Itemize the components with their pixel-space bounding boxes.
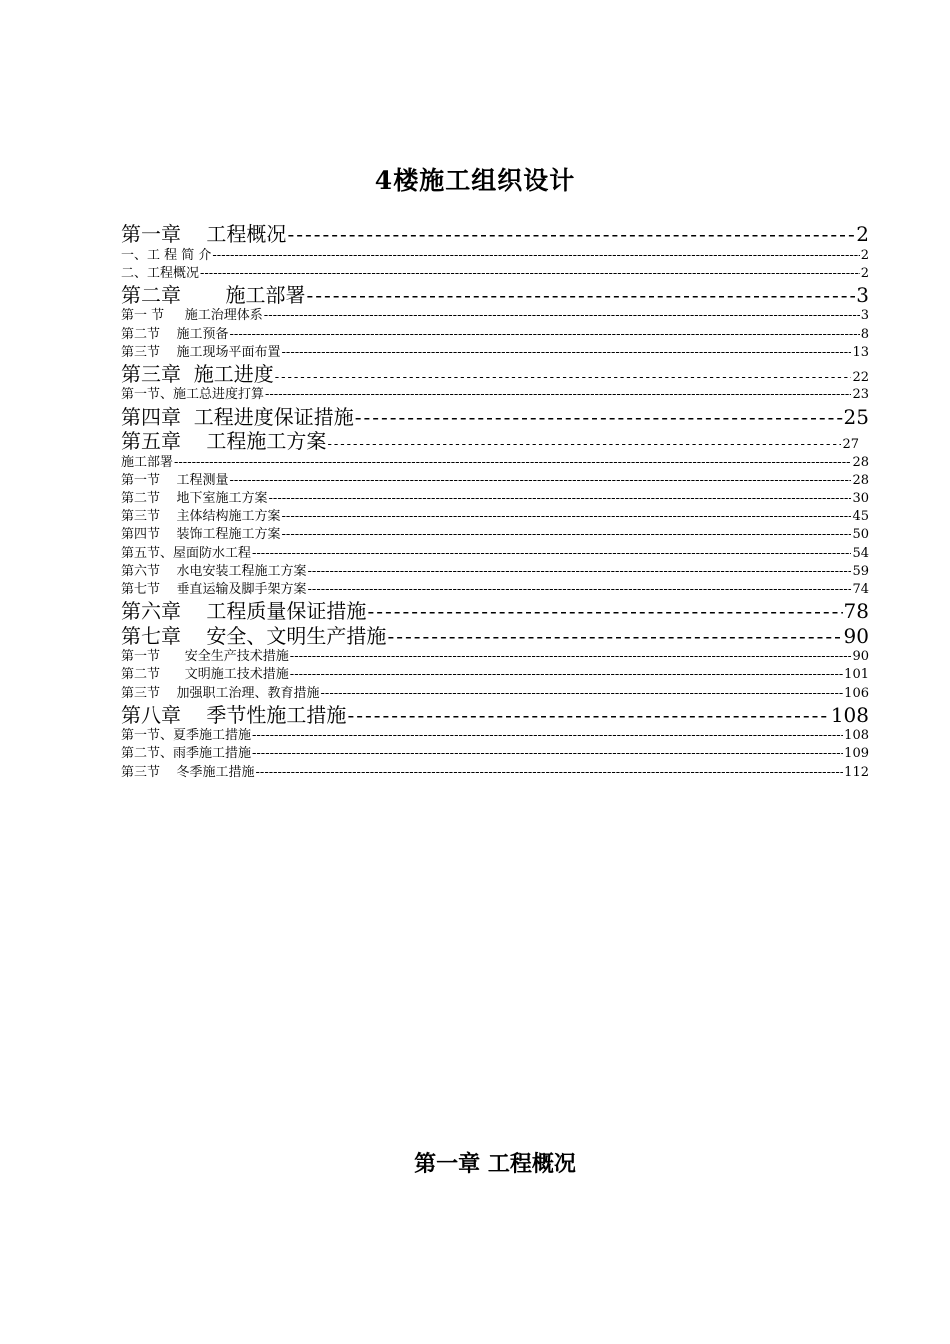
- toc-page-number: 30: [852, 491, 869, 506]
- toc-section-entry[interactable]: [121, 454, 869, 472]
- toc-dot-leader: [174, 454, 851, 472]
- toc-entry-label: 第三节 主体结构施工方案: [121, 509, 281, 525]
- toc-chapter-entry[interactable]: [121, 624, 869, 649]
- toc-chapter-entry[interactable]: [121, 222, 869, 247]
- toc-dot-leader: [264, 307, 860, 325]
- toc-dot-leader: [275, 366, 852, 387]
- toc-dot-leader: [265, 386, 851, 404]
- toc-page-number: 27: [842, 437, 859, 453]
- toc-dot-leader: [230, 326, 860, 344]
- toc-page-number: 74: [852, 581, 869, 597]
- toc-chapter-entry[interactable]: [121, 283, 869, 308]
- toc-entry-label: 第一节 工程测量: [121, 472, 229, 488]
- toc-chapter-entry[interactable]: [121, 362, 869, 387]
- toc-chapter-entry[interactable]: [121, 429, 869, 454]
- toc-entry-label: 第二章 施工部署: [121, 282, 306, 307]
- toc-dot-leader: [308, 581, 852, 599]
- toc-dot-leader: [347, 703, 829, 728]
- toc-entry-label: 二、工程概况: [121, 265, 200, 281]
- toc-section-entry[interactable]: [121, 545, 869, 563]
- table-of-contents: [121, 222, 869, 782]
- toc-dot-leader: [355, 405, 843, 430]
- chapter-heading: 第一章 工程概况: [414, 1151, 576, 1177]
- toc-section-entry[interactable]: [121, 563, 869, 581]
- toc-section-entry[interactable]: [121, 386, 869, 404]
- toc-dot-leader: [327, 433, 841, 454]
- toc-page-number: 109: [844, 746, 869, 762]
- toc-section-entry[interactable]: [121, 685, 869, 703]
- toc-page-number: 90: [843, 623, 869, 648]
- toc-chapter-entry[interactable]: [121, 405, 869, 430]
- toc-page-number: 28: [852, 454, 869, 470]
- toc-section-entry[interactable]: [121, 727, 869, 745]
- toc-page-number: 45: [852, 509, 869, 525]
- toc-entry-label: 第一节、施工总进度打算: [121, 387, 265, 403]
- toc-page-number: 13: [852, 344, 869, 360]
- toc-entry-label: 第一节 安全生产技术措施: [121, 649, 289, 665]
- toc-section-entry[interactable]: [121, 526, 869, 544]
- toc-dot-leader: [367, 599, 842, 624]
- toc-page-number: 54: [852, 545, 869, 561]
- toc-entry-label: 第二节 地下室施工方案: [121, 491, 268, 506]
- toc-entry-label: 第三章 施工进度: [121, 361, 274, 386]
- toc-dot-leader: [290, 648, 852, 666]
- toc-dot-leader: [230, 472, 852, 490]
- toc-dot-leader: [252, 745, 843, 763]
- toc-section-entry[interactable]: [121, 490, 869, 508]
- toc-section-entry[interactable]: [121, 247, 869, 265]
- toc-entry-label: 第二节 文明施工技术措施: [121, 667, 289, 683]
- toc-entry-label: 第一节、夏季施工措施: [121, 728, 252, 744]
- toc-entry-label: 第二节 施工预备: [121, 326, 229, 342]
- toc-entry-label: 一、工 程 简 介: [121, 247, 212, 263]
- toc-entry-label: 第三节 冬季施工措施: [121, 764, 255, 780]
- toc-page-number: 108: [844, 728, 869, 744]
- toc-chapter-entry[interactable]: [121, 599, 869, 624]
- toc-page-number: 25: [843, 404, 869, 429]
- toc-chapter-entry[interactable]: [121, 703, 869, 728]
- toc-dot-leader: [307, 283, 856, 308]
- toc-section-entry[interactable]: [121, 648, 869, 666]
- toc-page-number: 2: [860, 247, 869, 263]
- toc-section-entry[interactable]: [121, 472, 869, 490]
- toc-page-number: 50: [852, 527, 869, 543]
- toc-dot-leader: [387, 624, 842, 649]
- toc-page-number: 2: [856, 222, 869, 246]
- toc-entry-label: 第八章 季节性施工措施: [121, 702, 347, 727]
- toc-entry-label: 第二节、雨季施工措施: [121, 746, 252, 762]
- toc-section-entry[interactable]: [121, 307, 869, 325]
- toc-dot-leader: [282, 344, 852, 362]
- toc-page-number: 8: [860, 326, 869, 342]
- toc-page-number: 106: [844, 685, 869, 701]
- toc-dot-leader: [200, 265, 860, 283]
- toc-dot-leader: [212, 247, 859, 265]
- toc-entry-label: 第四章 工程进度保证措施: [121, 404, 354, 429]
- toc-page-number: 108: [830, 702, 869, 727]
- toc-section-entry[interactable]: [121, 508, 869, 526]
- document-title: 4楼施工组织设计: [374, 166, 576, 195]
- toc-page-number: 22: [852, 369, 869, 385]
- toc-page-number: 28: [852, 472, 869, 488]
- toc-dot-leader: [252, 545, 851, 563]
- toc-dot-leader: [282, 508, 852, 526]
- toc-dot-leader: [321, 685, 844, 703]
- toc-entry-label: 第四节 装饰工程施工方案: [121, 527, 281, 543]
- toc-section-entry[interactable]: [121, 344, 869, 362]
- toc-section-entry[interactable]: [121, 326, 869, 344]
- toc-dot-leader: [252, 727, 843, 745]
- toc-section-entry[interactable]: [121, 745, 869, 763]
- toc-page-number: 90: [852, 649, 869, 665]
- toc-page-number: 112: [844, 764, 869, 780]
- toc-section-entry[interactable]: [121, 764, 869, 782]
- toc-section-entry[interactable]: [121, 581, 869, 599]
- toc-section-entry[interactable]: [121, 265, 869, 283]
- toc-dot-leader: [290, 666, 843, 684]
- toc-entry-label: 施工部署: [121, 454, 174, 470]
- toc-entry-label: 第三节 加强职工治理、教育措施: [121, 685, 320, 701]
- toc-entry-label: 第六章 工程质量保证措施: [121, 599, 367, 624]
- toc-page-number: 3: [860, 308, 869, 324]
- toc-page-number: 23: [852, 387, 869, 403]
- toc-dot-leader: [308, 563, 852, 581]
- toc-entry-label: 第三节 施工现场平面布置: [121, 344, 281, 360]
- toc-dot-leader: [282, 526, 852, 544]
- toc-page-number: 2: [860, 265, 869, 281]
- toc-page-number: 78: [843, 599, 869, 624]
- toc-entry-label: 第五节、屋面防水工程: [121, 545, 252, 561]
- toc-page-number: 59: [852, 563, 869, 579]
- toc-page-number: 101: [844, 667, 869, 683]
- toc-entry-label: 第六节 水电安装工程施工方案: [121, 563, 307, 579]
- toc-entry-label: 第七章 安全、文明生产措施: [121, 623, 387, 648]
- toc-page-number: 3: [856, 282, 869, 307]
- toc-dot-leader: [269, 490, 852, 508]
- toc-entry-label: 第七节 垂直运输及脚手架方案: [121, 581, 307, 597]
- toc-entry-label: 第一 节 施工治理体系: [121, 308, 263, 324]
- toc-section-entry[interactable]: [121, 666, 869, 684]
- toc-entry-label: 第一章 工程概况: [121, 222, 287, 246]
- toc-dot-leader: [256, 764, 844, 782]
- toc-dot-leader: [287, 222, 855, 247]
- toc-entry-label: 第五章 工程施工方案: [121, 429, 327, 454]
